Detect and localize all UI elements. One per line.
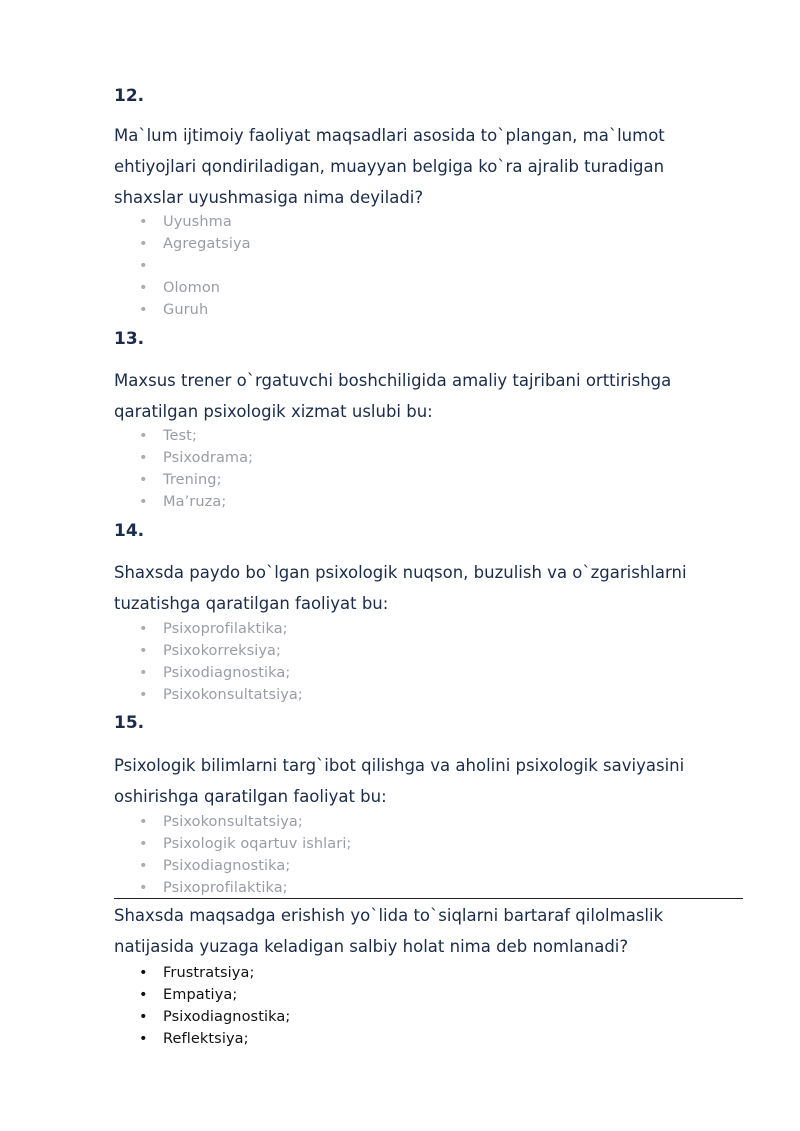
answer-option[interactable]: • Psixodiagnostika; [136,662,303,684]
answer-option[interactable]: • Psixologik oqartuv ishlari; [136,833,351,855]
answer-options [136,962,290,1050]
answer-option[interactable]: • Psixoprofilaktika; [136,877,351,899]
question-text: Maxsus trener o`rgatuvchi boshchiligida amaliy tajribani orttirishga qaratilgan psixologik xizmat uslubi bu: [114,371,672,421]
answer-option[interactable]: • Psixodrama; [136,447,253,469]
answer-option[interactable]: • Reflektsiya; [136,1028,290,1050]
question-number: 12. [114,86,145,106]
answer-option[interactable]: • Psixodiagnostika; [136,1006,290,1028]
answer-option[interactable]: • Empatiya; [136,984,290,1006]
question-text: Psixologik bilimlarni targ`ibot qilishga va aholini psixologik saviyasini oshirishga qaratilgan faoliyat bu: [114,756,685,806]
question-text: Shaxsda paydo bo`lgan psixologik nuqson, buzulish va o`zgarishlarni tuzatishga qaratilgan faoliyat bu: [114,563,687,613]
answer-option[interactable]: • Test; [136,425,253,447]
answer-options [136,618,303,706]
answer-options [136,211,251,321]
page-divider [114,898,743,899]
answer-option[interactable]: • Psixokonsultatsiya; [136,811,351,833]
answer-option[interactable]: • Guruh [136,299,251,321]
answer-option[interactable]: • Uyushma [136,211,251,233]
question-number: 15. [114,713,145,733]
answer-options [136,425,253,513]
answer-option[interactable]: • Trening; [136,469,253,491]
answer-option[interactable]: • Psixokorreksiya; [136,640,303,662]
answer-option[interactable]: • Psixodiagnostika; [136,855,351,877]
answer-option[interactable]: • Psixokonsultatsiya; [136,684,303,706]
answer-option[interactable]: • Frustratsiya; [136,962,290,984]
answer-option[interactable]: • Ma’ruza; [136,491,253,513]
option-spacer [136,255,251,277]
answer-options [136,811,351,899]
question-number: 13. [114,329,145,349]
question-number: 14. [114,521,145,541]
answer-option[interactable]: • Psixoprofilaktika; [136,618,303,640]
answer-option[interactable]: • Agregatsiya [136,233,251,255]
question-text: Shaxsda maqsadga erishish yo`lida to`siqlarni bartaraf qilolmaslik natijasida yuzaga keladigan salbiy holat nima deb nomlanadi? [114,906,664,956]
question-text: Ma`lum ijtimoiy faoliyat maqsadlari asosida to`plangan, ma`lumot ehtiyojlari qondiriladigan, muayyan belgiga ko`ra ajralib turadigan shaxslar uyushmasiga nima deyiladi? [114,126,665,207]
answer-option[interactable]: • Olomon [136,277,251,299]
